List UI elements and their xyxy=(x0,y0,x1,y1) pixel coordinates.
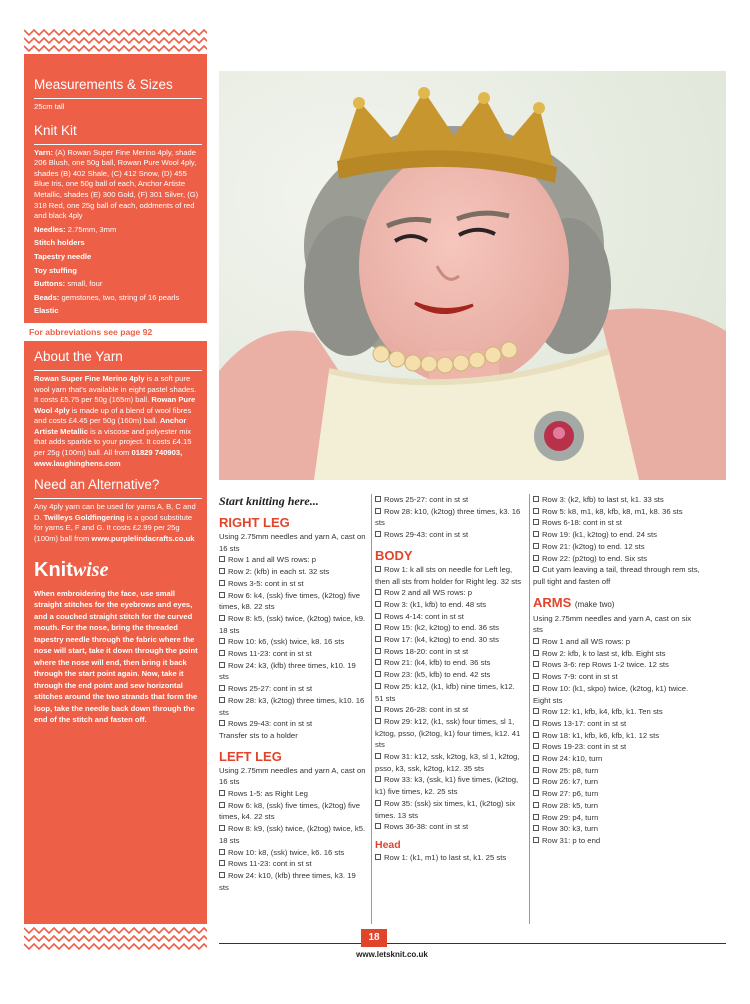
checkbox-icon[interactable] xyxy=(219,849,225,855)
kit-tapestry-label: Tapestry needle xyxy=(34,251,92,261)
checkbox-icon[interactable] xyxy=(533,743,539,749)
checkbox-icon[interactable] xyxy=(533,673,539,679)
divider xyxy=(34,144,202,145)
footer-rule xyxy=(219,943,726,944)
checkbox-icon[interactable] xyxy=(219,872,225,878)
right-leg-row xyxy=(219,683,367,695)
head-row xyxy=(375,852,525,864)
left-leg-row xyxy=(375,506,525,529)
row-text: Row 6: k4, (ssk) five times, (k2tog) five times, k8. 22 sts xyxy=(219,590,361,612)
right-leg-row xyxy=(219,695,367,718)
head-row xyxy=(533,553,703,565)
arms-row xyxy=(533,741,703,753)
head-row xyxy=(533,506,703,518)
body-row xyxy=(375,704,525,716)
arms-row xyxy=(533,718,703,730)
row-text: Rows 29-43: cont in st st xyxy=(384,530,469,540)
column-3 xyxy=(533,494,703,847)
left-leg-row xyxy=(219,847,367,859)
body-row xyxy=(375,587,525,599)
checkbox-icon[interactable] xyxy=(533,755,539,761)
row-text: Row 3: (k2, kfb) to last st, k1. 33 sts xyxy=(542,495,664,504)
row-text: Rows 36-38: cont in st st xyxy=(384,822,469,832)
arms-row xyxy=(533,730,703,742)
row-text: Row 12: k1, kfb, k4, kfb, k1. Ten sts xyxy=(542,707,663,717)
right-leg-intro: Using 2.75mm needles and yarn A, cast on 16 sts xyxy=(219,532,366,553)
checkbox-icon[interactable] xyxy=(533,825,539,831)
row-text: Row 10: k8, (ssk) twice, k6. 16 sts xyxy=(228,847,345,857)
knitwise-title-a: Knit xyxy=(34,558,73,581)
row-text: Rows 25-27: cont in st st xyxy=(228,684,313,694)
checkbox-icon[interactable] xyxy=(375,683,381,689)
row-text: Row 25: k12, (k1, kfb) nine times, k12. 51 sts xyxy=(375,681,515,703)
kit-needles-label: Needles: xyxy=(34,224,66,234)
knitwise-title-b: wise xyxy=(72,558,109,581)
page-number: 18 xyxy=(361,929,387,947)
body-row xyxy=(375,611,525,623)
row-text: Rows 11-23: cont in st st xyxy=(228,649,312,659)
body-row xyxy=(375,646,525,658)
checkbox-icon[interactable] xyxy=(219,697,225,703)
checkbox-icon[interactable] xyxy=(219,860,225,866)
yarn-heading: About the Yarn xyxy=(34,348,123,364)
checkbox-icon[interactable] xyxy=(375,624,381,630)
row-text: Row 26: k7, turn xyxy=(542,777,598,787)
arms-title: ARMS xyxy=(533,594,572,610)
measurements-text: 25cm tall xyxy=(34,102,65,111)
checkbox-icon[interactable] xyxy=(533,519,539,525)
row-text: Row 29: k12, (k1, ssk) four times, sl 1, k2tog, psso, (k2tog, k1) four times, k12. 41 sts xyxy=(375,716,521,750)
checkbox-icon[interactable] xyxy=(219,638,225,644)
checkbox-icon[interactable] xyxy=(533,837,539,843)
column-1 xyxy=(219,494,367,893)
checkbox-icon[interactable] xyxy=(375,636,381,642)
abbreviations-banner: For abbreviations see page 92 xyxy=(24,323,207,341)
checkbox-icon[interactable] xyxy=(533,566,539,572)
row-text: Row 6: k8, (ssk) five times, (k2tog) five times, k4. 22 sts xyxy=(219,800,361,822)
kit-stitch-holders-label: Stitch holders xyxy=(34,238,85,248)
yarn-name-2: Rowan Pure Wool 4ply xyxy=(34,395,196,415)
row-text: Rows 26-28: cont in st st xyxy=(384,705,469,715)
checkbox-icon[interactable] xyxy=(533,661,539,667)
checkbox-icon[interactable] xyxy=(533,778,539,784)
checkbox-icon[interactable] xyxy=(533,790,539,796)
left-leg-row xyxy=(219,858,367,870)
alt-desc: Any 4ply yarn can be used for yarns A, B, C and D. xyxy=(34,502,196,522)
row-text: Row 3: (k1, kfb) to end. 48 sts xyxy=(384,599,487,609)
checkbox-icon[interactable] xyxy=(533,802,539,808)
row-text: Row 21: (k2tog) to end. 12 sts xyxy=(542,541,645,551)
body-row xyxy=(375,751,525,774)
checkbox-icon[interactable] xyxy=(219,720,225,726)
row-text: Row 31: k12, ssk, k2tog, k3, sl 1, k2tog, psso, k3, ssk, k2tog, k12. 35 sts xyxy=(375,752,520,773)
row-text: Rows 3-6: rep Rows 1-2 twice. 12 sts xyxy=(542,660,669,670)
row-text: Row 33: k3, (ssk, k1) five times, (k2tog, k1) five times, k2. 25 sts xyxy=(375,775,519,797)
checkbox-icon[interactable] xyxy=(533,814,539,820)
checkbox-icon[interactable] xyxy=(219,790,225,796)
row-text: Rows 29-43: cont in st st xyxy=(228,719,313,729)
right-leg-row xyxy=(219,590,367,613)
body-row xyxy=(375,681,525,704)
checkbox-icon[interactable] xyxy=(375,601,381,607)
arms-row xyxy=(533,648,703,660)
row-text: Rows 6-18: cont in st st xyxy=(542,518,622,528)
head-heading: Head xyxy=(375,838,401,851)
checkbox-icon[interactable] xyxy=(375,776,381,782)
row-text: Rows 13-17: cont in st st xyxy=(542,718,627,728)
row-text: Row 29: p4, turn xyxy=(542,812,599,822)
yarn-desc-2: is made up of a blend of wool fibres and costs £4.45 per 50g (160m) ball. xyxy=(34,405,192,426)
start-heading: Start knitting here... xyxy=(219,494,319,508)
arms-row xyxy=(533,683,703,706)
alt-text xyxy=(34,502,202,544)
kit-buttons xyxy=(34,279,202,290)
checkbox-icon[interactable] xyxy=(533,708,539,714)
left-leg-row xyxy=(219,800,367,823)
row-text: Rows 4-14: cont in st st xyxy=(384,611,464,621)
row-text: Rows 25-27: cont in st st xyxy=(384,495,469,504)
head-row xyxy=(533,541,703,553)
right-leg-row xyxy=(219,613,367,636)
arms-row xyxy=(533,706,703,718)
column-2 xyxy=(375,494,525,864)
checkbox-icon[interactable] xyxy=(533,555,539,561)
yarn-name-1: Rowan Super Fine Merino 4ply xyxy=(34,373,145,383)
alt-brand: Twilleys Goldfingering xyxy=(43,512,125,522)
checkbox-icon[interactable] xyxy=(375,613,381,619)
left-leg-row xyxy=(219,823,367,846)
checkbox-icon[interactable] xyxy=(533,685,539,691)
kit-yarn xyxy=(34,148,202,222)
body-row xyxy=(375,634,525,646)
right-leg-row xyxy=(219,554,367,566)
checkbox-icon[interactable] xyxy=(375,496,381,502)
yarn-name-3: Anchor Artiste Metallic xyxy=(34,416,187,436)
row-text: Row 1 and all WS rows: p xyxy=(228,555,317,565)
alt-desc-2: is a good substitute for yarns E, F and G. It costs £2.99 per 25g (100m) ball from xyxy=(34,512,193,544)
left-leg-intro: Using 2.75mm needles and yarn A, cast on 16 sts xyxy=(219,765,366,787)
arms-row xyxy=(533,788,703,800)
checkbox-icon[interactable] xyxy=(375,854,381,860)
checkbox-icon[interactable] xyxy=(375,753,381,759)
right-leg-heading: RIGHT LEG xyxy=(219,515,290,530)
kit-beads xyxy=(34,293,202,304)
knit-pattern-bottom xyxy=(24,924,207,952)
kit-heading: Knit Kit xyxy=(34,122,77,138)
kit-stitch-holders xyxy=(34,238,202,249)
arms-row xyxy=(533,823,703,835)
checkbox-icon[interactable] xyxy=(375,718,381,724)
checkbox-icon[interactable] xyxy=(375,566,381,572)
measurements-heading: Measurements & Sizes xyxy=(34,77,173,92)
yarn-text xyxy=(34,374,202,469)
right-leg-row xyxy=(219,718,367,730)
divider xyxy=(34,370,202,371)
row-text: Row 19: (k1, k2tog) to end. 24 sts xyxy=(542,530,657,540)
checkbox-icon[interactable] xyxy=(219,580,225,586)
left-leg-row xyxy=(219,788,367,800)
checkbox-icon[interactable] xyxy=(533,543,539,549)
checkbox-icon[interactable] xyxy=(375,508,381,514)
kit-toy-stuffing-label: Toy stuffing xyxy=(34,265,77,275)
arms-row xyxy=(533,765,703,777)
body-row xyxy=(375,564,525,587)
row-text: Cut yarn leaving a tail, thread through rem sts, pull tight and fasten off xyxy=(533,565,700,586)
sidebar-content xyxy=(29,71,202,726)
arms-row xyxy=(533,776,703,788)
checkbox-icon[interactable] xyxy=(533,732,539,738)
head-row xyxy=(533,494,703,506)
divider xyxy=(34,98,202,99)
checkbox-icon[interactable] xyxy=(375,800,381,806)
head-row xyxy=(533,517,703,529)
row-text: Row 24: k10, turn xyxy=(542,754,603,764)
row-text: Row 25: p8, turn xyxy=(542,765,599,775)
body-heading: BODY xyxy=(375,547,413,563)
knitwise-text: When embroidering the face, use small straight stitches for the eyebrows and eyes, and a couched straight stitch for the curved mouth. For the nose, bring the threaded tapestry needle through the fabric where the nose will start, take it down through the point where the nose will end, then bring it back through the start point again. Now, take it through the end point and sew horizontal stitches around the two strands that form the loop, take the needle back down through the end of the stitch and fasten off. xyxy=(34,588,198,725)
right-leg-row xyxy=(219,660,367,683)
checkbox-icon[interactable] xyxy=(219,615,225,621)
row-text: Row 21: (k4, kfb) to end. 36 sts xyxy=(384,658,491,668)
checkbox-icon[interactable] xyxy=(533,720,539,726)
checkbox-icon[interactable] xyxy=(533,508,539,514)
body-row xyxy=(375,716,525,751)
left-leg-heading: LEFT LEG xyxy=(219,748,282,764)
kit-beads-text: gemstones, two, string of 16 pearls xyxy=(61,292,180,302)
checkbox-icon[interactable] xyxy=(219,650,225,656)
alt-heading: Need an Alternative? xyxy=(34,477,160,493)
kit-elastic-label: Elastic xyxy=(34,306,59,316)
checkbox-icon[interactable] xyxy=(219,662,225,668)
left-leg-row xyxy=(375,529,525,541)
row-text: Row 22: (p2tog) to end. Six sts xyxy=(542,553,648,563)
row-text: Row 1: k all sts on needle for Left leg, then all sts from holder for Right leg. 32 sts xyxy=(375,564,522,586)
right-leg-row xyxy=(219,636,367,648)
checkbox-icon[interactable] xyxy=(219,685,225,691)
row-text: Rows 18-20: cont in st st xyxy=(384,646,469,656)
right-leg-row xyxy=(219,648,367,660)
kit-yarn-text: (A) Rowan Super Fine Merino 4ply, shade 206 Blush, one 50g ball, Rowan Pure Wool 4ply, shades (B) 402 Shale, (C) 412 Snow, (D) 455 Blue Iris, one 50g ball of each, Anchor Artiste Metallic, shades (E) 300 Gold, (F) 301 Silver, (G) 318 Red, one 25g ball of each, oddments of red and black 4ply xyxy=(34,147,199,221)
left-leg-row xyxy=(219,870,367,893)
row-text: Rows 3-5: cont in st st xyxy=(228,578,304,588)
checkbox-icon[interactable] xyxy=(533,496,539,502)
arms-row xyxy=(533,800,703,812)
right-leg-end: Transfer sts to a holder xyxy=(219,730,298,740)
kit-buttons-text: small, four xyxy=(67,279,103,289)
row-text: Row 18: k1, kfb, k6, kfb, k1. 12 sts xyxy=(542,730,660,740)
head-row xyxy=(533,564,703,587)
row-text: Row 24: k10, (kfb) three times, k3. 19 sts xyxy=(219,870,356,892)
checkbox-icon[interactable] xyxy=(219,568,225,574)
checkbox-icon[interactable] xyxy=(533,767,539,773)
arms-row xyxy=(533,835,703,847)
row-text: Row 30: k3, turn xyxy=(542,824,598,834)
checkbox-icon[interactable] xyxy=(375,589,381,595)
kit-needles-text: 2.75mm, 3mm xyxy=(67,224,117,234)
kit-tapestry xyxy=(34,252,202,263)
left-leg-row xyxy=(375,494,525,506)
row-text: Row 8: k9, (ssk) twice, (k2tog) twice, k5. 18 sts xyxy=(219,824,366,845)
row-text: Row 28: k3, (k2tog) three times, k10. 16 sts xyxy=(219,695,365,717)
row-text: Rows 7-9: cont in st st xyxy=(542,672,618,682)
knitted-doll-photo xyxy=(219,71,726,480)
checkbox-icon[interactable] xyxy=(375,671,381,677)
body-row xyxy=(375,599,525,611)
body-row xyxy=(375,798,525,821)
body-row xyxy=(375,622,525,634)
body-row xyxy=(375,657,525,669)
body-row xyxy=(375,774,525,797)
footer-website[interactable]: www.letsknit.co.uk xyxy=(356,950,428,959)
checkbox-icon[interactable] xyxy=(219,556,225,562)
row-text: Row 2: kfb, k to last st, kfb. Eight sts xyxy=(542,648,666,658)
checkbox-icon[interactable] xyxy=(375,706,381,712)
row-text: Row 1: (k1, m1) to last st, k1. 25 sts xyxy=(384,852,507,862)
row-text: Rows 11-23: cont in st st xyxy=(228,859,312,869)
kit-toy-stuffing xyxy=(34,266,202,277)
row-text: Row 2: (kfb) in each st. 32 sts xyxy=(228,567,330,577)
column-divider xyxy=(371,494,372,924)
row-text: Row 28: k10, (k2tog) three times, k3. 16 sts xyxy=(375,506,521,528)
checkbox-icon[interactable] xyxy=(219,802,225,808)
row-text: Row 8: k5, (ssk) twice, (k2tog) twice, k9. 18 sts xyxy=(219,613,366,635)
row-text: Row 2 and all WS rows: p xyxy=(384,588,473,598)
column-divider xyxy=(529,494,530,924)
checkbox-icon[interactable] xyxy=(533,650,539,656)
kit-beads-label: Beads: xyxy=(34,292,60,302)
checkbox-icon[interactable] xyxy=(533,638,539,644)
arms-note: (make two) xyxy=(574,599,615,609)
body-row xyxy=(375,821,525,833)
yarn-contact: 01829 740903, www.laughinghens.com xyxy=(34,448,183,468)
kit-elastic xyxy=(34,306,202,317)
row-text: Row 24: k3, (kfb) three times, k10. 19 sts xyxy=(219,660,356,682)
kit-yarn-label: Yarn: xyxy=(34,147,53,157)
checkbox-icon[interactable] xyxy=(375,659,381,665)
yarn-desc-1: is a soft pure wool yarn that's available in eight pastel shades. It costs £5.75 per 50g (165m) ball. xyxy=(34,373,197,405)
yarn-desc-3: is a viscose and polyester mix that adds sparkle to your project. It costs £4.15 per 25g (100m) ball. All from xyxy=(34,426,192,458)
arms-heading xyxy=(533,595,703,613)
checkbox-icon[interactable] xyxy=(219,825,225,831)
checkbox-icon[interactable] xyxy=(375,823,381,829)
row-text: Row 23: (k5, kfb) to end. 42 sts xyxy=(384,670,491,680)
row-text: Rows 19-23: cont in st st xyxy=(542,742,627,752)
row-text: Row 31: p to end xyxy=(542,835,601,845)
kit-buttons-label: Buttons: xyxy=(34,279,66,289)
arms-intro: Using 2.75mm needles and yarn A, cast on six sts xyxy=(533,613,692,635)
right-leg-row xyxy=(219,566,367,578)
head-row xyxy=(533,529,703,541)
row-text: Row 27: p6, turn xyxy=(542,789,599,799)
row-text: Row 10: (k1, skpo) twice, (k2tog, k1) twice. Eight sts xyxy=(533,683,689,705)
row-text: Row 10: k6, (ssk) twice, k8. 16 sts xyxy=(228,637,345,647)
row-text: Rows 1-5: as Right Leg xyxy=(228,789,308,799)
row-text: Row 17: (k4, k2tog) to end. 30 sts xyxy=(384,635,499,645)
checkbox-icon[interactable] xyxy=(219,592,225,598)
right-leg-row xyxy=(219,578,367,590)
arms-row xyxy=(533,636,703,648)
sidebar-panel xyxy=(24,26,207,952)
checkbox-icon[interactable] xyxy=(533,531,539,537)
row-text: Row 1 and all WS rows: p xyxy=(542,637,631,647)
alt-site: www.purplelindacrafts.co.uk xyxy=(91,534,195,544)
body-row xyxy=(375,669,525,681)
checkbox-icon[interactable] xyxy=(375,648,381,654)
arms-row xyxy=(533,812,703,824)
knit-pattern-top xyxy=(24,26,207,54)
checkbox-icon[interactable] xyxy=(375,531,381,537)
divider xyxy=(34,498,202,499)
knitwise-title xyxy=(34,559,202,582)
row-text: Row 5: k8, m1, k8, kfb, k8, m1, k8. 36 sts xyxy=(542,506,683,516)
arms-row xyxy=(533,659,703,671)
row-text: Row 35: (ssk) six times, k1, (k2tog) six times. 13 sts xyxy=(375,798,516,820)
arms-row xyxy=(533,671,703,683)
arms-row xyxy=(533,753,703,765)
kit-needles xyxy=(34,225,202,236)
row-text: Row 28: k5, turn xyxy=(542,800,598,810)
row-text: Row 15: (k2, k2tog) to end. 36 sts xyxy=(384,623,499,633)
